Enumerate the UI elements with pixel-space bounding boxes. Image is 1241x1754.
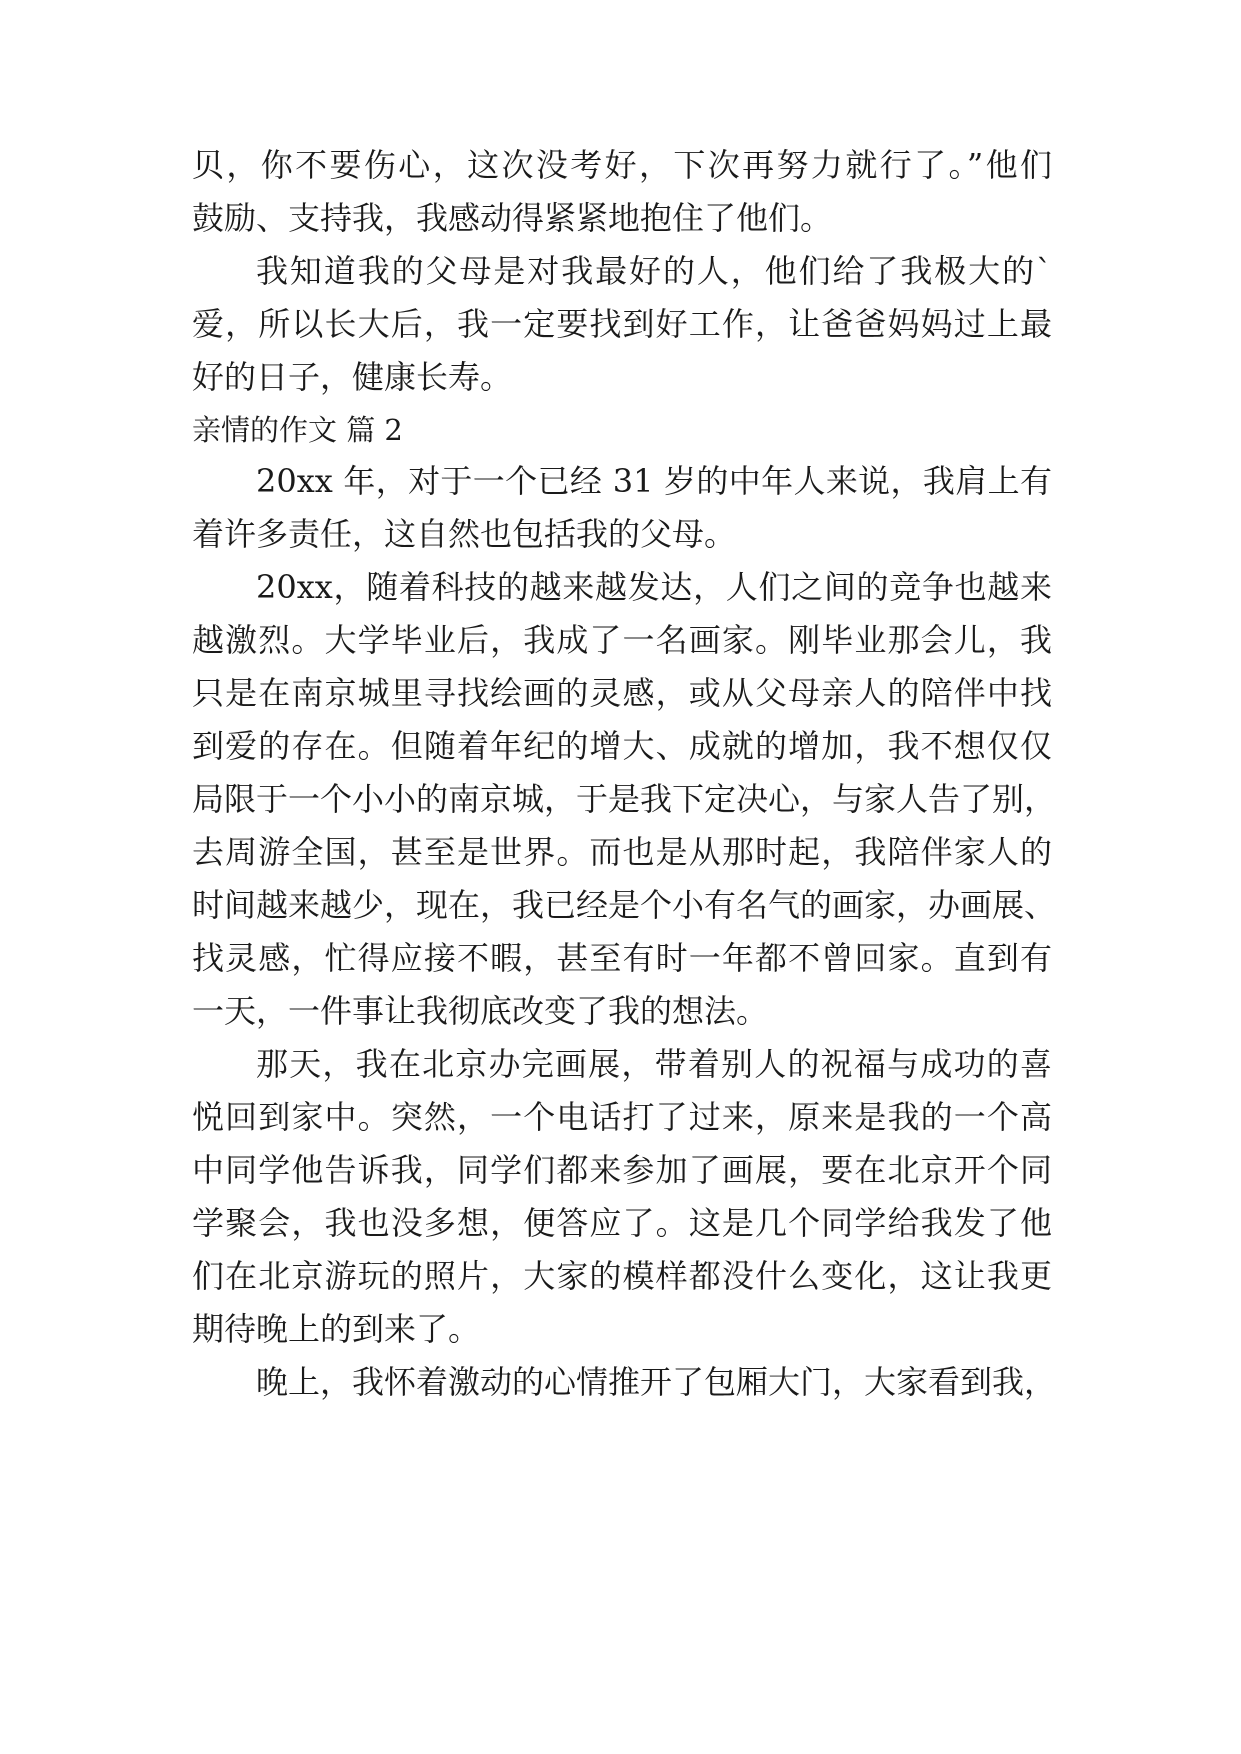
text-line: 鼓励、支持我，我感动得紧紧地抱住了他们。 <box>192 199 833 237</box>
text-line: 好的日子，健康长寿。 <box>192 358 513 396</box>
text-line: 到爱的存在。但随着年纪的增大、成就的增加，我不想仅仅 <box>192 727 1052 765</box>
text-line: 去周游全国，甚至是世界。而也是从那时起，我陪伴家人的 <box>192 833 1052 871</box>
text-line: 局限于一个小小的南京城，于是我下定决心，与家人告了别， <box>192 780 1057 818</box>
text-line: 贝，你不要伤心，这次没考好，下次再努力就行了。”他们 <box>192 146 1052 184</box>
text-line: 我知道我的父母是对我最好的人，他们给了我极大的` <box>256 252 1052 290</box>
text-line: 中同学他告诉我，同学们都来参加了画展，要在北京开个同 <box>192 1151 1052 1189</box>
text-line: 着许多责任，这自然也包括我的父母。 <box>192 515 737 553</box>
text-line: 20xx，随着科技的越来越发达，人们之间的竞争也越来 <box>256 568 1052 606</box>
text-line: 越激烈。大学毕业后，我成了一名画家。刚毕业那会儿，我 <box>192 621 1052 659</box>
text-line: 爱，所以长大后，我一定要找到好工作，让爸爸妈妈过上最 <box>192 305 1052 343</box>
text-line: 20xx 年，对于一个已经 31 岁的中年人来说，我肩上有 <box>256 462 1052 500</box>
text-line: 时间越来越少，现在，我已经是个小有名气的画家，办画展、 <box>192 886 1057 924</box>
text-line: 期待晚上的到来了。 <box>192 1310 481 1348</box>
text-line: 一天，一件事让我彻底改变了我的想法。 <box>192 992 769 1030</box>
text-line: 悦回到家中。突然，一个电话打了过来，原来是我的一个高 <box>192 1098 1052 1136</box>
text-line: 只是在南京城里寻找绘画的灵感，或从父母亲人的陪伴中找 <box>192 674 1052 712</box>
text-line: 那天，我在北京办完画展，带着别人的祝福与成功的喜 <box>256 1045 1052 1083</box>
text-line: 学聚会，我也没多想，便答应了。这是几个同学给我发了他 <box>192 1204 1052 1242</box>
text-line: 找灵感，忙得应接不暇，甚至有时一年都不曾回家。直到有 <box>192 939 1052 977</box>
text-line: 晚上，我怀着激动的心情推开了包厢大门，大家看到我， <box>256 1363 1057 1401</box>
section-heading: 亲情的作文 篇 2 <box>192 413 403 447</box>
text-line: 们在北京游玩的照片，大家的模样都没什么变化，这让我更 <box>192 1257 1052 1295</box>
